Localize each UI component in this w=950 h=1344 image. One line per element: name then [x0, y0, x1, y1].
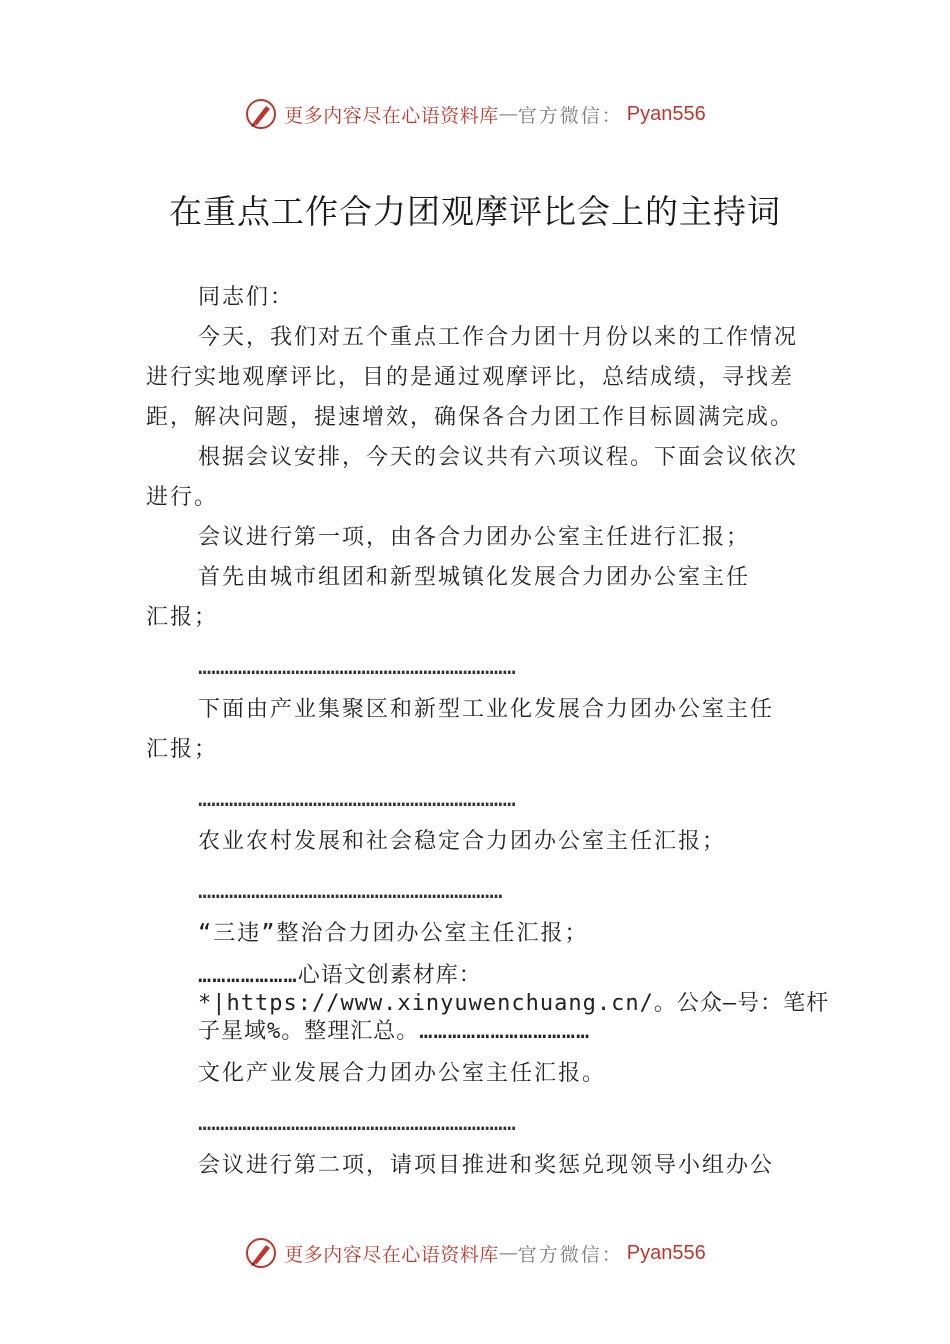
banner-wechat-id: Pyan556: [626, 1241, 706, 1264]
banner-wechat-id: Pyan556: [626, 102, 706, 125]
header-banner: [0, 94, 950, 134]
banner-separator: —: [498, 1242, 518, 1264]
paragraph: 首先由城市组团和新型城镇化发展合力团办公室主任汇报；: [146, 565, 751, 630]
watermark-line: …………………心语文创素材库：*|https://www.xinyuwenchuang.cn/。公众—号：笔杆子星域%。整理汇总。………………………………: [198, 963, 830, 1044]
footer-banner: [0, 1233, 950, 1273]
banner-label: 官方微信：: [517, 104, 623, 127]
document-title: 在重点工作合力团观摩评比会上的主持词: [169, 192, 781, 231]
document-body: [146, 278, 830, 1186]
paragraph: 会议进行第二项，请项目推进和奖惩兑现领导小组办公: [198, 1153, 775, 1178]
paragraph: 文化产业发展合力团办公室主任汇报。: [198, 1061, 607, 1086]
ellipsis-line: ………………………………………………………………: [198, 655, 516, 680]
salutation: 同志们：: [198, 285, 295, 310]
paragraph: 今天，我们对五个重点工作合力团十月份以来的工作情况进行实地观摩评比，目的是通过观摩评比，总结成绩，寻找差距，解决问题，提速增效，确保各合力团工作目标圆满完成。: [146, 325, 799, 430]
paragraph: “三违”整治合力团办公室主任汇报；: [198, 921, 589, 946]
banner-separator: —: [498, 103, 518, 125]
quill-pen-icon: [244, 1236, 278, 1270]
quill-pen-icon: [244, 97, 278, 131]
paragraph: 会议进行第一项，由各合力团办公室主任进行汇报；: [198, 525, 751, 550]
banner-text: 更多内容尽在心语资料库: [284, 1243, 499, 1266]
paragraph: 下面由产业集聚区和新型工业化发展合力团办公室主任汇报；: [146, 697, 775, 762]
ellipsis-line: ………………………………………………………………: [198, 787, 516, 812]
ellipsis-line: ……………………………………………………………: [198, 879, 503, 904]
banner-text: 更多内容尽在心语资料库: [284, 104, 499, 127]
paragraph: 农业农村发展和社会稳定合力团办公室主任汇报；: [198, 829, 727, 854]
paragraph: 根据会议安排，今天的会议共有六项议程。下面会议依次进行。: [146, 445, 799, 510]
banner-label: 官方微信：: [517, 1243, 623, 1266]
ellipsis-line: ………………………………………………………………: [198, 1111, 516, 1136]
